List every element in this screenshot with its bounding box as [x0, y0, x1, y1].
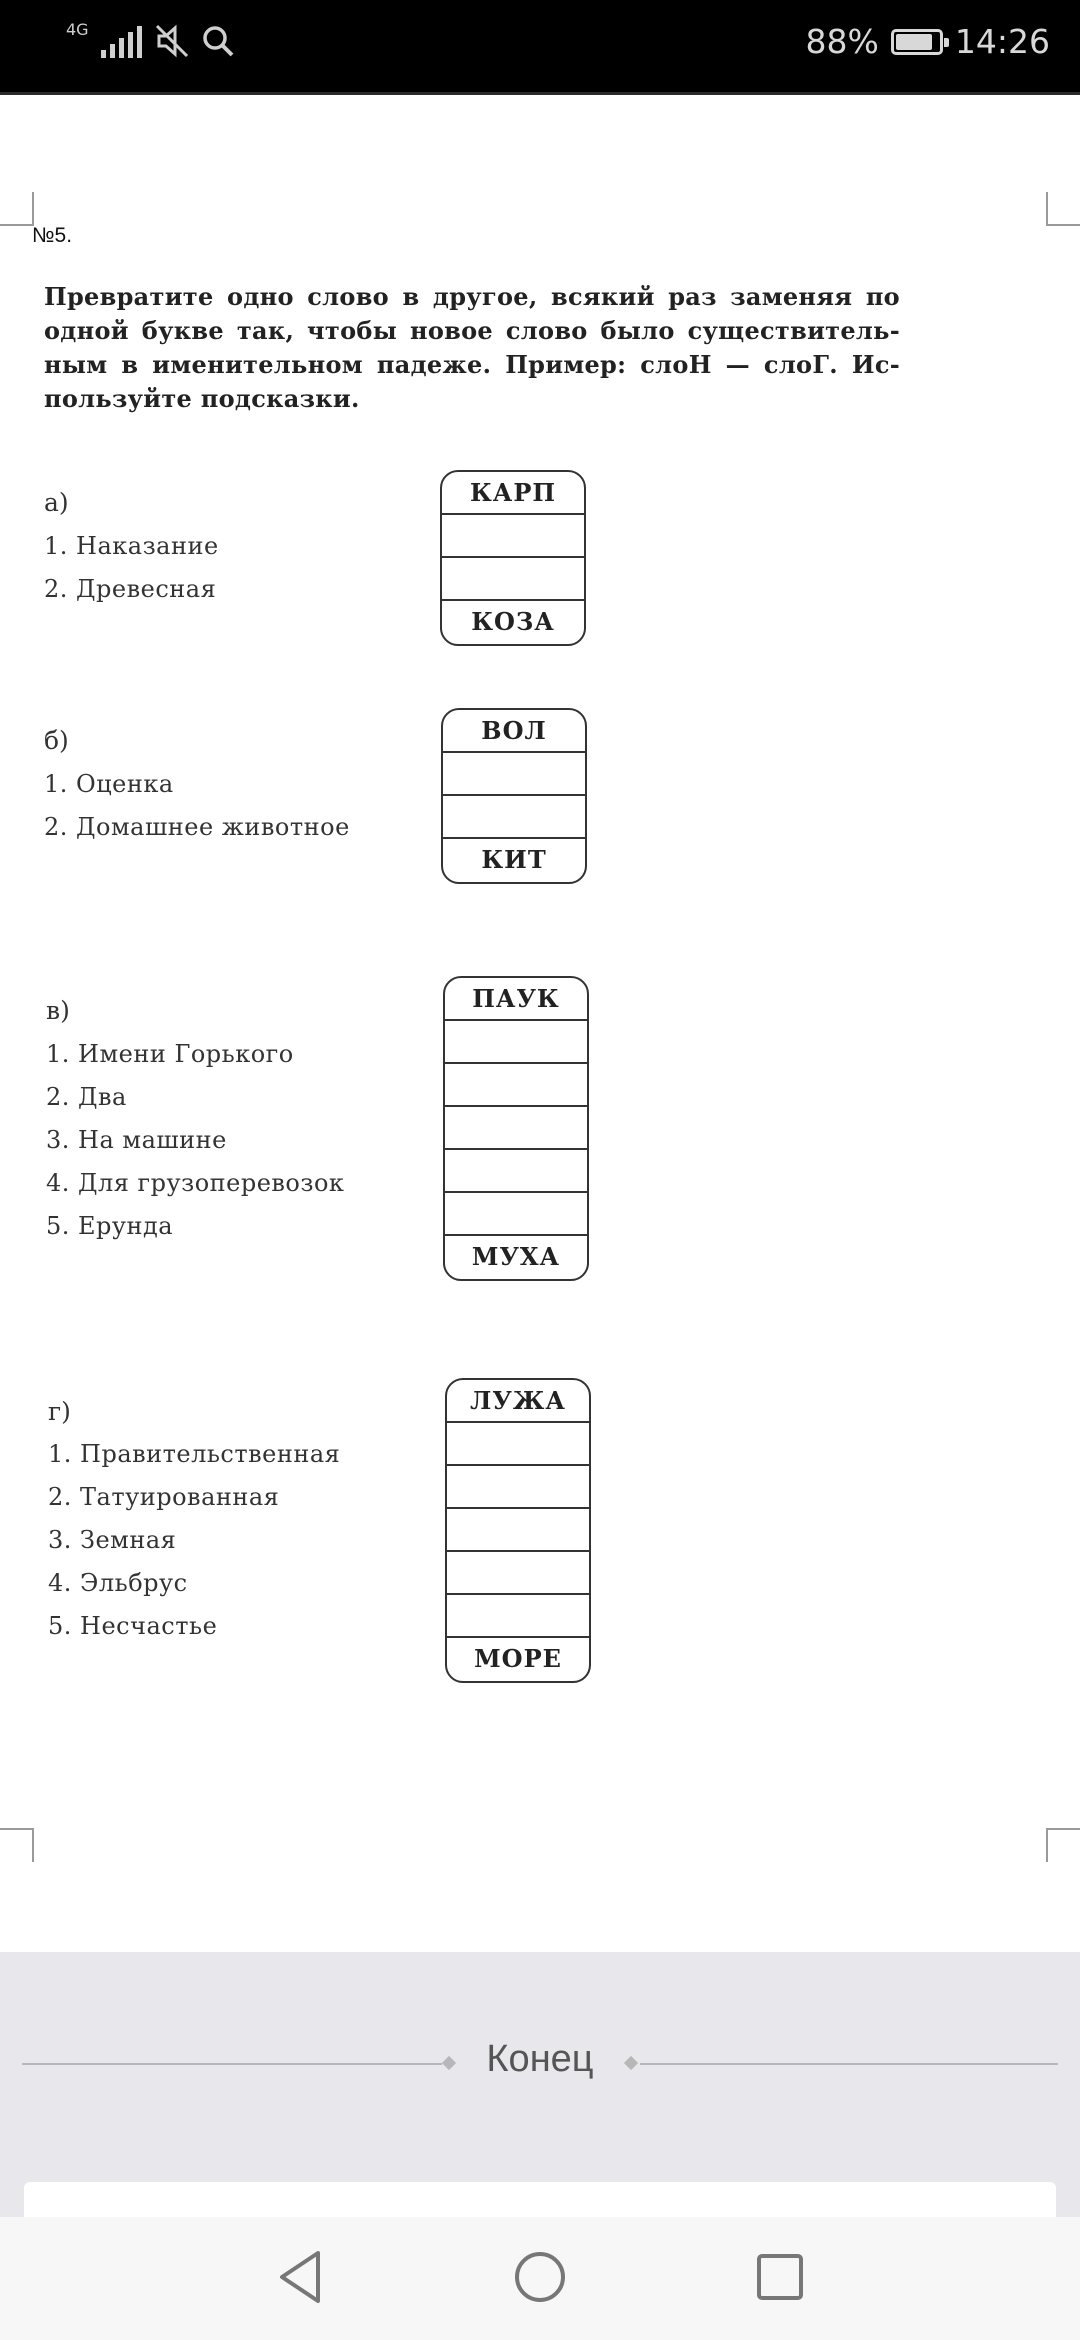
section-g-clue-5: 5. Несчастье	[48, 1612, 218, 1640]
section-v-blank-cell	[445, 1021, 587, 1064]
end-divider-right	[640, 2063, 1058, 2065]
section-a-end-word: КОЗА	[471, 607, 555, 636]
status-right	[806, 22, 1050, 61]
battery-percent: 88%	[805, 22, 879, 61]
section-v-clue-2: 2. Два	[46, 1083, 127, 1111]
recents-icon[interactable]	[752, 2247, 808, 2307]
section-b-start-word: ВОЛ	[443, 710, 585, 753]
end-divider-left	[22, 2063, 442, 2065]
section-a-blank-cell	[442, 558, 584, 601]
section-v-clue-1: 1. Имени Горького	[46, 1040, 294, 1068]
section-v-clue-3: 3. На машине	[46, 1126, 227, 1154]
instruction-text: Превратите одно слово в другое, всякий раз заменяя по одной букве так, чтобы новое слово было существитель-ным в именительном падеже. Пример: слоН — слоГ. Ис-пользуйте подсказки.	[44, 282, 900, 413]
section-v-blank-cell	[445, 1064, 587, 1107]
section-v-clue-4: 4. Для грузоперевозок	[46, 1169, 345, 1197]
search-icon	[201, 24, 235, 58]
battery-icon	[891, 29, 943, 55]
crop-mark-bottom-right	[1046, 1828, 1080, 1862]
end-of-document-area	[0, 1952, 1080, 2217]
section-g-blank-cell	[447, 1595, 589, 1638]
section-v-label: в)	[46, 996, 70, 1025]
status-bar	[0, 0, 1080, 92]
section-a-word-ladder	[440, 470, 586, 646]
question-number: №5.	[32, 224, 73, 247]
section-g-blank-cell	[447, 1466, 589, 1509]
crop-mark-top-right	[1046, 192, 1080, 226]
section-g-clue-3: 3. Земная	[48, 1526, 177, 1554]
section-b-blank-cell	[443, 753, 585, 796]
section-b-label: б)	[44, 726, 69, 755]
section-g-clue-1: 1. Правительственная	[48, 1440, 341, 1468]
home-icon[interactable]	[512, 2247, 568, 2307]
signal-icon	[99, 24, 145, 58]
crop-mark-bottom-left	[0, 1828, 34, 1862]
section-b-clue-1: 1. Оценка	[44, 770, 174, 798]
section-v-clue-5: 5. Ерунда	[46, 1212, 174, 1240]
section-g-end-word: МОРЕ	[474, 1644, 562, 1673]
section-v-word-ladder	[443, 976, 589, 1281]
section-a-clue-1: 1. Наказание	[44, 532, 219, 560]
section-v-blank-cell	[445, 1150, 587, 1193]
navigation-bar	[0, 2217, 1080, 2340]
top-divider	[0, 92, 1080, 100]
mute-icon	[155, 24, 191, 58]
section-g-label: г)	[48, 1397, 71, 1426]
section-g-start-word: ЛУЖА	[447, 1380, 589, 1423]
end-label: Конец	[486, 2038, 594, 2080]
section-g-blank-cell	[447, 1509, 589, 1552]
crop-mark-top-left	[0, 192, 34, 226]
battery-fill	[896, 34, 932, 50]
section-g-blank-cell	[447, 1552, 589, 1595]
clock: 14:26	[954, 22, 1050, 61]
section-v-blank-cell	[445, 1193, 587, 1236]
network-type: 4G	[66, 19, 89, 39]
section-b-word-ladder	[441, 708, 587, 884]
section-a-label: а)	[44, 488, 69, 517]
section-a-blank-cell	[442, 515, 584, 558]
section-v-blank-cell	[445, 1107, 587, 1150]
section-a-start-word: КАРП	[442, 472, 584, 515]
document-page[interactable]	[0, 100, 1080, 1950]
section-b-blank-cell	[443, 796, 585, 839]
back-icon[interactable]	[272, 2247, 328, 2307]
section-b-clue-2: 2. Домашнее животное	[44, 813, 350, 841]
section-g-blank-cell	[447, 1423, 589, 1466]
section-g-clue-4: 4. Эльбрус	[48, 1569, 188, 1597]
status-left	[66, 19, 235, 58]
section-g-clue-2: 2. Татуированная	[48, 1483, 280, 1511]
section-a-clue-2: 2. Древесная	[44, 575, 217, 603]
section-v-start-word: ПАУК	[445, 978, 587, 1021]
section-g-word-ladder	[445, 1378, 591, 1683]
section-v-end-word: МУХА	[471, 1242, 561, 1271]
section-b-end-word: КИТ	[481, 845, 547, 874]
